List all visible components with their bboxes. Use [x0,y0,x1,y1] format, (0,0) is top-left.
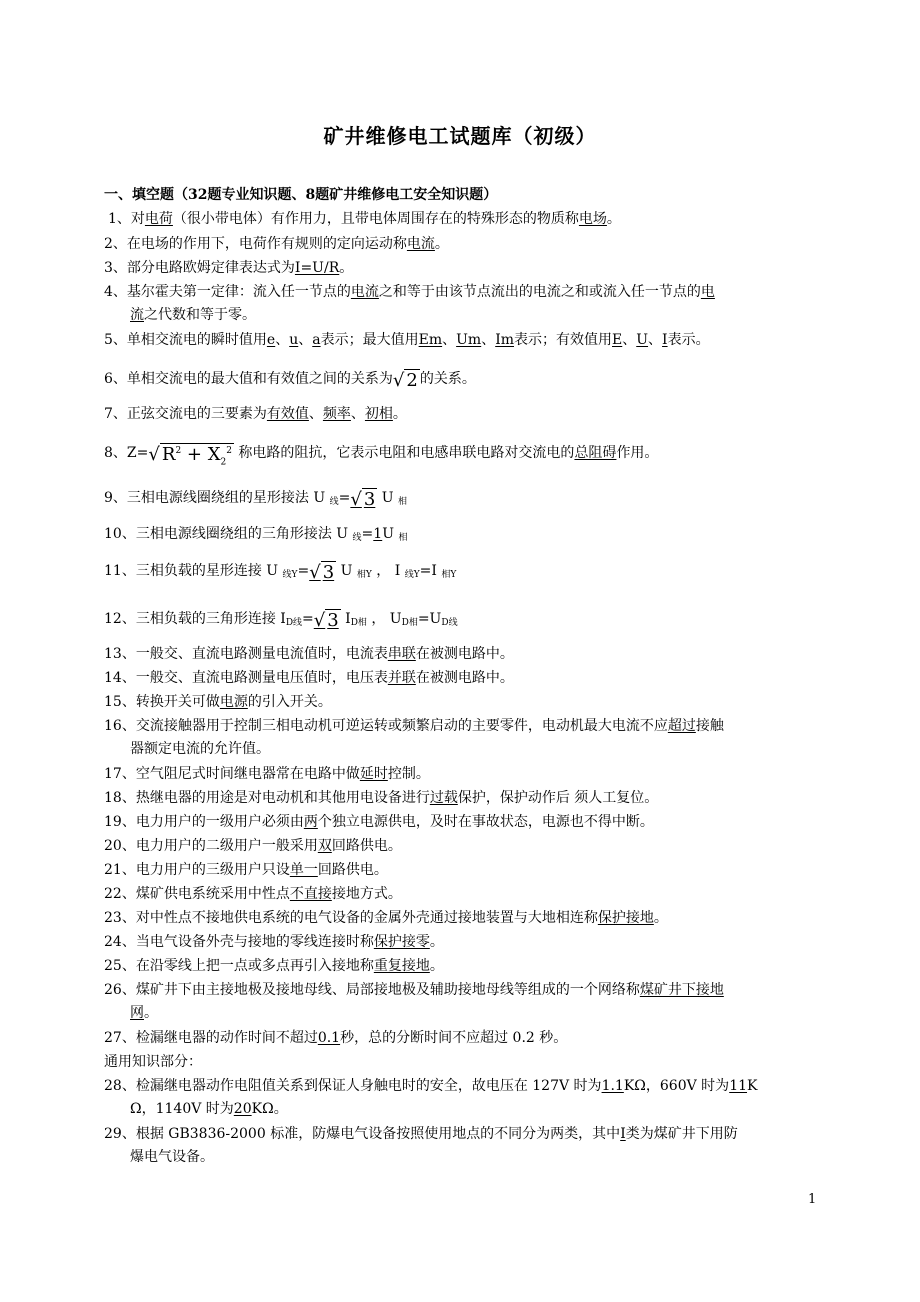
radicand: 3 [363,489,376,510]
text: 部分电路欧姆定律表达式为 [126,260,295,276]
question-number: 5、 [104,332,127,348]
text: 交流接触器用于控制三相电动机可逆运转或频繁启动的主要零件，电动机最大电流不应 [135,718,668,734]
answer-blank: 延时 [359,766,388,782]
text: 、 [622,332,637,348]
text: I [340,611,351,627]
text: 对 [130,211,145,227]
text: = [302,611,314,627]
text: ， U [366,611,402,627]
sqrt-symbol: √ $R^2 + X_2^2$ [148,444,232,468]
text: 的引入开关。 [247,694,332,710]
question-18 [104,787,820,810]
text: 空气阻尼式时间继电器常在电路中做 [135,766,360,782]
text: 、 [442,332,457,348]
answer-blank: 流 [130,307,144,323]
question-17 [104,763,820,786]
answer-blank: 电流 [350,284,379,300]
text: 煤矿井下由主接地极及接地母线、局部接地极及辅助接地母线等组成的一个网络称 [135,982,640,998]
question-number: 14、 [104,670,136,686]
subscript: D相 [350,618,367,628]
text: 在沿零线上把一点或多点再引入接地称 [135,958,374,974]
text: 表示。 [667,332,710,348]
question-number: 12、 [104,611,136,627]
question-number: 17、 [104,766,136,782]
question-number: 29、 [104,1126,136,1142]
text: 在被测电路中。 [415,646,514,662]
question-28 [104,1075,820,1121]
text: 、 [308,406,323,422]
question-4 [104,281,820,327]
text: 一般交、直流电路测量电压值时，电压表 [135,670,388,686]
page-title: 矿井维修电工试题库（初级） [323,124,597,148]
question-26 [104,979,820,1025]
question-7 [104,403,820,426]
answer-blank: 两 [303,814,318,830]
text: U [382,526,399,542]
answer-blank: 单一 [289,862,318,878]
answer-blank: 双 [317,838,332,854]
text: Ω，1140V 时为 [130,1101,234,1117]
question-8 [104,440,820,475]
question-number: 19、 [104,814,136,830]
question-19 [104,811,820,834]
question-9 [104,487,820,514]
text: 。 [653,910,668,926]
text: 。 [339,260,354,276]
text: K [747,1078,758,1094]
continuation-line [104,1098,820,1121]
question-number: 13、 [104,646,136,662]
answer-blank: I [662,332,668,348]
sqrt-symbol: √ 3 [309,562,335,583]
text: 。 [434,236,449,252]
subscript: 相Y [356,570,372,580]
question-number: 20、 [104,838,136,854]
text: 检漏继电器动作电阻值关系到保证人身触电时的安全，故电压在 127V 时为 [135,1078,602,1094]
answer-blank: 有效值 [266,406,309,422]
continuation-line: 器额定电流的允许值。 [130,741,270,757]
answer-blank: 超过 [667,718,696,734]
subscript: D线 [285,618,303,628]
text: 三相负载的星形连接 U [135,563,283,579]
answer-blank: Um [456,332,482,348]
answer-blank: 保护接地 [597,910,654,926]
answer-blank: 电流 [406,236,435,252]
text: 秒，总的分断时间不应超过 0.2 秒。 [340,1030,568,1046]
question-number: 6、 [104,371,127,387]
var-x: + X [181,444,221,465]
answer-blank: u [289,332,299,348]
continuation-line [104,1002,820,1025]
continuation-line [104,304,820,327]
answer-blank: 网 [130,1005,144,1021]
question-24 [104,931,820,954]
answer-blank: a [312,332,321,348]
exponent: 2 [226,446,232,456]
question-25 [104,955,820,978]
question-11 [104,560,820,587]
answer-blank: 不直接 [289,886,332,902]
subscript: 相 [398,497,408,507]
answer-blank: E [612,332,623,348]
question-15 [104,691,820,714]
question-10 [104,523,820,550]
section-heading: 一、填空题（32题专业知识题、8题矿井维修电工安全知识题） [104,187,498,203]
answer-blank: 电源 [219,694,248,710]
text: 之代数和等于零。 [144,307,256,323]
question-number: 23、 [104,910,136,926]
text: （很小带电体）有作用力，且带电体周围存在的特殊形态的物质称 [172,211,579,227]
question-3 [104,257,820,280]
general-section-label: 通用知识部分： [104,1054,202,1070]
question-number: 18、 [104,790,136,806]
text: 的关系。 [419,371,476,387]
question-number: 7、 [104,406,127,422]
answer-blank: 保护接零 [373,934,430,950]
text: KΩ，660V 时为 [623,1078,730,1094]
answer-blank: 过载 [429,790,458,806]
answer-blank: 重复接地 [373,958,430,974]
text: KΩ。 [251,1101,288,1117]
text: 之和等于由该节点流出的电流之和或流入任一节点的 [378,284,701,300]
answer-blank: I=U/R [294,260,340,276]
continuation-line: 爆电气设备。 [130,1149,214,1165]
text: 、 [275,332,290,348]
question-23 [104,907,820,930]
text: 。 [606,211,621,227]
question-21 [104,859,820,882]
subscript: 线 [329,497,339,507]
answer-blank: 电荷 [144,211,173,227]
text: =I [419,563,442,579]
text: 根据 GB3836-2000 标准，防爆电气设备按照使用地点的不同分为两类，其中 [135,1126,621,1142]
text: 回路供电。 [331,838,402,854]
question-14 [104,667,820,690]
question-number: 26、 [104,982,136,998]
text: 电力用户的二级用户一般采用 [135,838,318,854]
answer-blank: 初相 [364,406,393,422]
subscript: D线 [441,618,458,628]
text: 基尔霍夫第一定律：流入任一节点的 [126,284,351,300]
question-number: 21、 [104,862,136,878]
answer-blank: 并联 [387,670,416,686]
question-number: 2、 [104,236,127,252]
text: = [361,526,374,542]
question-2 [104,233,820,256]
subscript: 相Y [441,570,457,580]
text: U [377,490,399,506]
subscript: 线Y [282,570,298,580]
question-6 [104,368,820,392]
subscript: 2 [220,457,227,468]
text: 、 [298,332,313,348]
text: 在被测电路中。 [415,670,514,686]
text: 称电路的阻抗，它表示电阻和电感串联电路对交流电的 [233,445,575,461]
text: 作用。 [616,445,659,461]
text: 三相负载的三角形连接 I [135,611,286,627]
text: 电力用户的三级用户只设 [135,862,290,878]
text: 。 [429,958,444,974]
answer-blank: 频率 [322,406,351,422]
answer-blank: e [266,332,276,348]
text: 。 [429,934,444,950]
text: 正弦交流电的三要素为 [126,406,267,422]
text: 、 [350,406,365,422]
answer-blank: 煤矿井下接地 [639,982,724,998]
text: = [297,563,310,579]
question-29 [104,1123,820,1169]
question-number: 3、 [104,260,127,276]
text: 类为煤矿井下用防 [625,1126,738,1142]
text: 煤矿供电系统采用中性点 [135,886,290,902]
text: 在电场的作用下，电荷作有规则的定向运动称 [126,236,407,252]
text: 检漏继电器的动作时间不超过 [135,1030,318,1046]
subscript: 线 [352,533,362,543]
text: 单相交流电的最大值和有效值之间的关系为 [126,371,393,387]
subscript: D相 [401,618,418,628]
question-number: 27、 [104,1030,136,1046]
text: 三相电源线圈绕组的星形接法 U [126,490,330,506]
answer-blank: 1 [373,526,383,542]
text: 接地方式。 [331,886,402,902]
question-16 [104,715,820,761]
question-number: 4、 [104,284,127,300]
radicand: 3 [322,562,335,583]
question-20 [104,835,820,858]
answer-blank: U [636,332,649,348]
question-5 [104,329,820,352]
var-r: R [161,444,176,465]
question-number: 15、 [104,694,136,710]
answer-blank: 1.1 [601,1078,624,1094]
question-number: 10、 [104,526,136,542]
text: 保护，保护动作后 须人工复位。 [457,790,659,806]
sqrt-symbol: √ 3 [313,610,339,631]
text: =U [417,611,442,627]
question-number: 24、 [104,934,136,950]
answer-blank: 11 [729,1078,748,1094]
question-12 [104,608,820,635]
text: 热继电器的用途是对电动机和其他用电设备进行 [135,790,430,806]
text: 表示；最大值用 [320,332,419,348]
answer-blank: Im [495,332,514,348]
answer-blank: 串联 [387,646,416,662]
text: Z= [126,445,149,461]
question-number: 9、 [104,490,127,506]
text: 电力用户的一级用户必须由 [135,814,304,830]
question-13 [104,643,820,666]
text: 一般交、直流电路测量电流值时，电流表 [135,646,388,662]
text: 当电气设备外壳与接地的零线连接时称 [135,934,374,950]
text: 单相交流电的瞬时值用 [126,332,267,348]
text: 控制。 [387,766,430,782]
text: 。 [392,406,407,422]
exponent: 2 [175,446,182,456]
text: 对中性点不接地供电系统的电气设备的金属外壳通过接地装置与大地相连称 [135,910,598,926]
radicand: 3 [327,610,339,631]
page-number: 1 [808,1192,817,1207]
text: 三相电源线圈绕组的三角形接法 U [135,526,353,542]
text: 、 [648,332,663,348]
text: 、 [481,332,496,348]
text: 回路供电。 [317,862,388,878]
radicand [160,443,234,468]
text: 。 [144,1005,158,1021]
subscript: 相 [398,533,408,543]
question-22 [104,883,820,906]
question-number: 1、 [108,211,131,227]
sqrt-symbol: √ 2 [392,370,418,391]
text: 表示；有效值用 [514,332,612,348]
radicand: 2 [406,370,418,391]
answer-blank: 0.1 [317,1030,341,1046]
text: 个独立电源供电，及时在事故状态，电源也不得中断。 [317,814,654,830]
answer-blank: 总阻碍 [574,445,617,461]
text: ， I [371,563,405,579]
answer-blank: Em [418,332,443,348]
text: U [336,563,357,579]
question-number: 25、 [104,958,136,974]
answer-blank: 20 [233,1101,252,1117]
question-number: 28、 [104,1078,136,1094]
question-1 [108,208,824,231]
question-number: 22、 [104,886,136,902]
text: = [338,490,351,506]
question-number: 8、 [104,445,127,461]
text: 转换开关可做 [135,694,220,710]
answer-blank: I [620,1126,626,1142]
answer-blank: 电 [700,284,715,300]
question-number: 11、 [104,563,136,579]
text: 接触 [695,718,724,734]
question-number: 16、 [104,718,136,734]
subscript: 线Y [404,570,420,580]
question-27 [104,1027,820,1050]
sqrt-symbol: √ 3 [350,489,376,510]
answer-blank: 电场 [578,211,607,227]
